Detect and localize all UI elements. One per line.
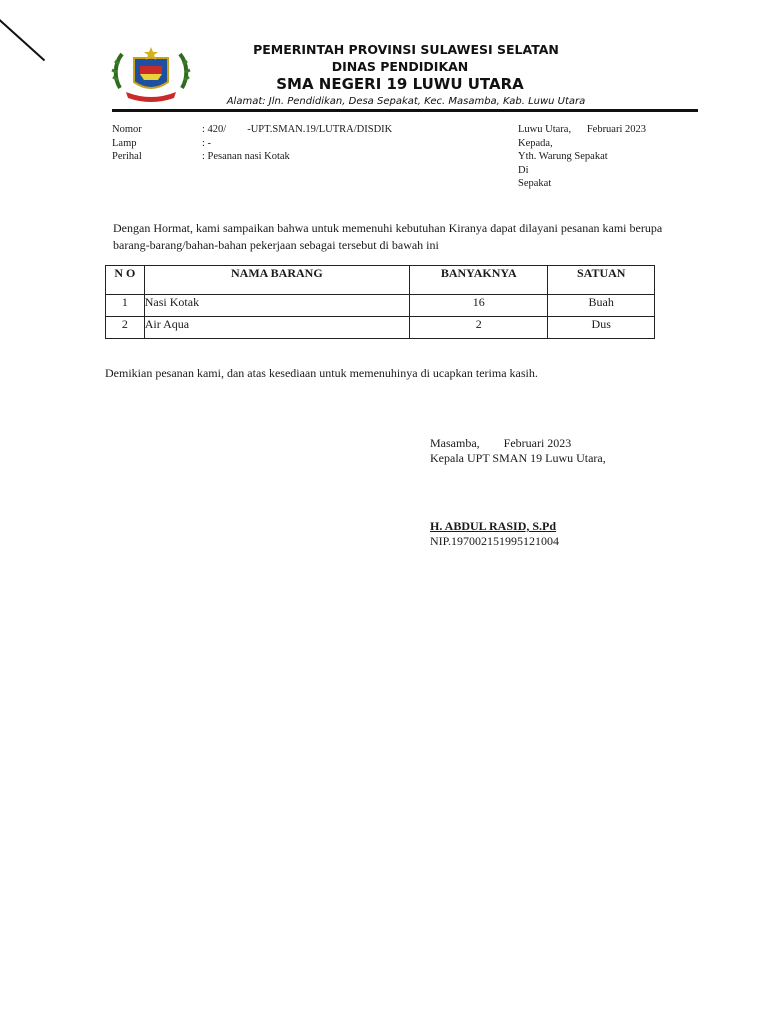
row-name: Air Aqua [144,317,409,339]
row-qty: 16 [409,295,547,317]
provincial-emblem-icon [110,44,192,102]
lamp-label: Lamp [112,137,137,149]
header-address: Alamat: Jln. Pendidikan, Desa Sepakat, Kec. Masamba, Kab. Luwu Utara [226,96,586,107]
row-no: 1 [106,295,145,317]
header-divider [112,109,698,112]
table-row [106,317,655,339]
nomor-value: : 420/ -UPT.SMAN.19/LUTRA/DISDIK [202,124,393,135]
lamp-value: : - [202,137,212,149]
row-qty: 2 [409,317,547,339]
closing-sentence: Demikian pesanan kami, dan atas kesediaan untuk memenuhinya di ucapkan terima kasih. [105,366,538,380]
table-header-row [106,266,655,295]
col-header-name: NAMA BARANG [144,266,409,295]
header-department: DINAS PENDIDIKAN [331,59,469,74]
recipient-block [518,123,646,191]
header-school-name: SMA NEGERI 19 LUWU UTARA [276,75,524,93]
col-header-no: N O [106,266,145,295]
letter-meta-labels [112,123,142,164]
signatory-nip: NIP.197002151995121004 [430,534,560,548]
intro-paragraph: Dengan Hormat, kami sampaikan bahwa untuk memenuhi kebutuhan Kiranya dapat dilayani pesanan kami berupa barang-barang/bahan-bahan pekerjaan sebagai tersebut di bawah ini [113,221,663,252]
kepada-label: Kepada, [518,137,553,149]
nomor-label: Nomor [112,124,142,135]
letter-place-date: Luwu Utara, Februari 2023 [518,124,647,135]
signatory-name: H. ABDUL RASID, S.Pd [430,519,557,533]
perihal-value: : Pesanan nasi Kotak [202,151,290,162]
di-label: Di [518,164,529,176]
row-no: 2 [106,317,145,339]
letter-meta-values [202,123,392,164]
row-name: Nasi Kotak [144,295,409,317]
col-header-unit: SATUAN [548,266,655,295]
perihal-label: Perihal [112,151,142,162]
header-government: PEMERINTAH PROVINSI SULAWESI SELATAN [253,42,559,57]
recipient-name: Yth. Warung Sepakat [518,151,608,162]
recipient-place: Sepakat [518,178,552,189]
order-table [105,265,655,339]
table-row [106,295,655,317]
col-header-qty: BANYAKNYA [409,266,547,295]
signature-title: Kepala UPT SMAN 19 Luwu Utara, [430,451,606,465]
signature-place-date: Masamba, Februari 2023 [430,436,572,450]
row-unit: Buah [548,295,655,317]
row-unit: Dus [548,317,655,339]
corner-stroke [0,14,45,61]
